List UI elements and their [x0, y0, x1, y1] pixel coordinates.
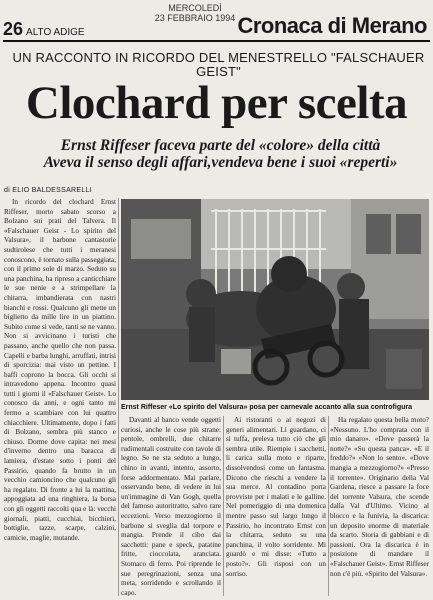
header-rule: [3, 40, 430, 42]
page-number: 26: [3, 19, 24, 39]
article-kicker: UN RACCONTO IN RICORDO DEL MENESTRELLO "FALSCHAUER GEIST": [12, 50, 425, 79]
page-header-left: [3, 20, 85, 39]
subhead-line-2: Aveva il senso degli affari,vendeva bene i suoi «reperti»: [43, 154, 398, 171]
column-divider: [223, 416, 224, 596]
column-2-text: Davanti al banco vende oggetti curiosi, anche le cose più strane: pentole, ombrelli, due chitarre rudimentali costruite con tavole di legno. Se ne sta seduto a lungo, chino in avanti, intento, assorto, forse addormentato. Mai parlare, osservando bene, di vedere in lui un'immagine di Van Gogh, quella del famoso autoritratto, salvo rare eccezioni. Verso mezzogiorno il barbone si sveglia dal torpore e mangia. Prende il cibo dai sacchetti: pane e speck, patatine fritte, cioccolata, aranciata. Stomaco di ferro. Poi riprende le sue peregrinazioni, senza una meta, sorridendo e scrollando il capo.: [121, 416, 221, 596]
subhead-line-1: Ernst Riffeser faceva parte del «colore» della città: [60, 137, 381, 154]
photo-carnival-scene: [121, 199, 429, 400]
article-column-1: [4, 198, 116, 596]
article-photo: [121, 199, 429, 400]
column-4-text: Ha regalato questa bella moto? «Nessuno. L'ho comprata con il mio danaro». «Dove passerà la notte?» «Su questa panca». «E il freddo?» «Non lo sento». «Dove mangia a mezzogiorno?» «Presso il torrente». Originario della Val Gardena, riesce a passare la foce del torrente Valsura, che scende dalla Val d'Ultimo. Vicino al blocco e la funivia, la discarica: un deposito enorme di materiale da scarto. Storia di gabbiani e di passioni. Ora la discarica è in posizione di mandare il «Falschauer Geist». Ernst Riffeser non c'è più. «Spirito del Valsura».: [330, 416, 429, 578]
weekday: MERCOLEDÌ: [168, 3, 222, 13]
article-byline: di ELIO BALDESSARELLI: [4, 187, 93, 194]
publication-name: ALTO ADIGE: [26, 27, 85, 38]
column-divider: [328, 416, 329, 596]
article-column-4: [330, 416, 429, 596]
column-divider: [118, 198, 119, 596]
article-subhead: [22, 137, 419, 171]
photo-caption: Ernst Riffeser «Lo spirito del Valsura» posa per carnevale accanto alla sua controfigura: [121, 404, 412, 411]
date: 23 FEBBRAIO 1994: [154, 13, 236, 23]
article-headline: Clochard per scelta: [25, 77, 408, 129]
column-3-text: Ai ristoranti o ai negozi di generi alimentari. Lì guardano, ci si tuffa, preleva tutto ciò che gli sembra utile. Riempie i sacchetti, li carica sulla moto e riparte, dissolvendosi come un fantasma. Dicono che rieschi a vendere la sua merce. Al contadino porta provviste per i malati e le galline. Nel pomeriggio di una domenica mentre passo sul largo lungo il Passirio, ho incontrato Ernst con la chitarra, seduto su una panchina, il volto sorridente. Mi guardò e mi disse: «Tutto a posto?». Gli risposi con un sorriso.: [226, 416, 326, 578]
article-column-2: [121, 416, 221, 596]
article-column-3: [226, 416, 326, 596]
column-1-text: In ricordo del clochard Ernst Riffeser, morto sabato scorso a Bolzano sui prati del Talvera. Il «Falschauer Geist - Lo spirito del Valsura», il barbone cantastorie sudtirolese che tutti i meranesi conoscono, è tornato sulla passeggiata, con il primo sole di marzo. Seduto su una panchina, ha ripreso a canticchiare le sue nenie e a strimpellare la chitarra, imbandierata con nastri bianchi e rossi. Qualcuno gli mette un biglietto da mille lire in un piattino. Subito come si vede, tanti se ne vanno. Non si avvicinano i turisti che passano, anche quello che non passa. Capelli e barba lunghi, arruffati, intrisi di sporcizia: mai visto un pettine. I baffi coprono la bocca. Gli occhi si intravedono appena. Incontro quasi tutti i giorni il «Falschauer Geist». Lo conosco da anni, e ogni tanto mi fermo a scambiare con lui quattro chiacchiere. Ultimamente, dopo i fatti di Bolzano, sembra più stanco e chiuso. Dorme dove capita: nei mesi d'inverno dentro una baracca di lamiera, d'estate sotto i ponti del Passirio, quando fa brutto in un vecchio camioncino che qualcuno gli ha regalato. Di fronte a lui la mattina, appoggiata ad una ringhiera, la borsa con gli oggetti raccolti qua e là: vecchi giornali, piatti, cucchiai, bicchieri, bottiglie, tazze, scarpe, calzini, camicie, maglie, mutande.: [4, 198, 116, 542]
section-title: Cronaca di Merano: [237, 13, 427, 38]
